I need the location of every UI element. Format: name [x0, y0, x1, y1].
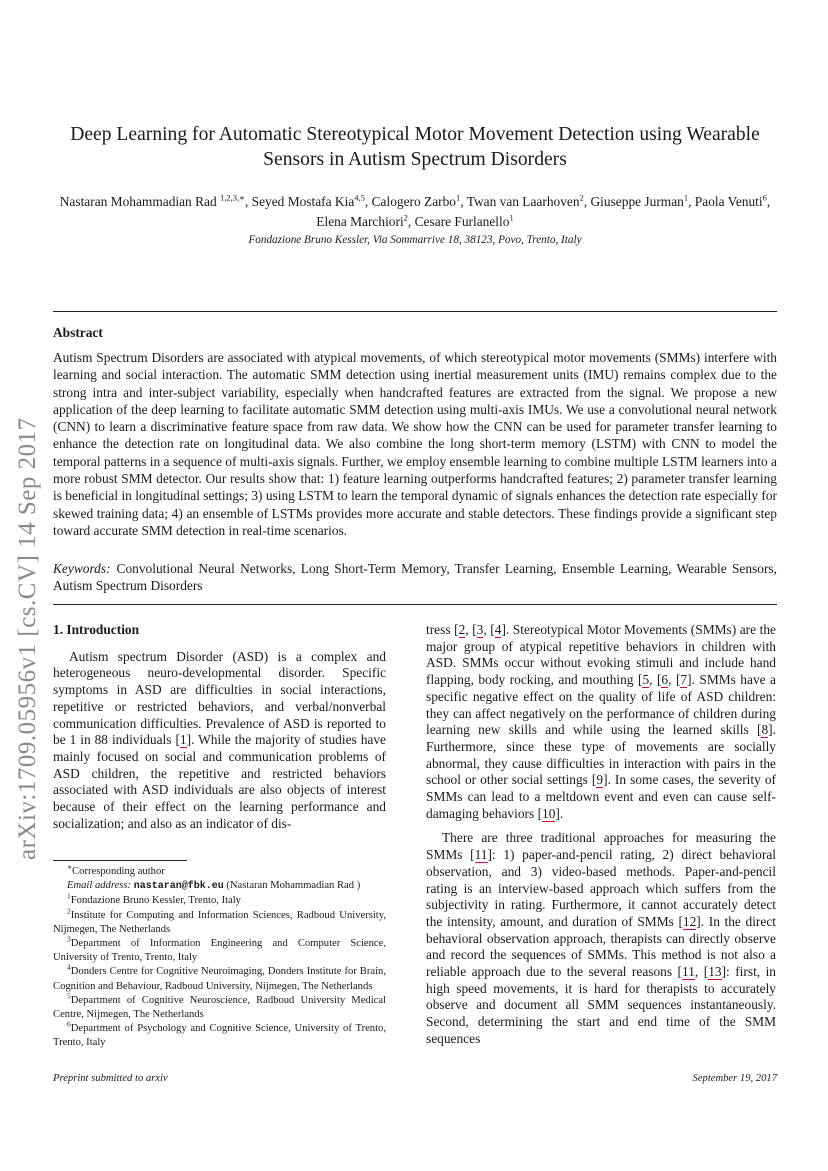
footnote-6: $^6$Department of Psychology and Cognitive Science, University of Trento, Trento, Italy — [53, 1019, 386, 1049]
abstract-text: Autism Spectrum Disorders are associated with atypical movements, of which stereotypical motor movements (SMMs) interfere with learning and social interaction. The automatic SMM detection using inertial measurement units (IMU) remains complex due to the strong intra and inter-subject variability, especially when handcrafted features are extracted from the signal. We propose a new application of the deep learning to facilitate automatic SMM detection using multi-axis IMUs. We use a convolutional neural network (CNN) to learn a discriminative feature space from raw data. We show how the CNN can be used for parameter transfer learning to enhance the detection rate on longitudinal data. We also combine the long short-term memory (LSTM) with CNN to model the temporal patterns in a sequence of multi-axis signals. Further, we employ ensemble learning to combine multiple LSTM learners into a more robust SMM detector. Our results show that: 1) feature learning outperforms handcrafted features; 2) parameter transfer learning is beneficial in longitudinal settings; 3) using LSTM to learn the temporal dynamic of signals enhances the detection rate especially for skewed training data; 4) an ensemble of LSTMs provides more accurate and stable detectors. These findings provide a significant step toward accurate SMM detection in real-time scenarios. — [53, 350, 777, 538]
footnote-corresponding: ∗Corresponding author — [67, 862, 165, 877]
intro-paragraph-1-continued: tress [2, [3, [4]. Stereotypical Motor Movements (SMMs) are the major group of atypical repetitive behaviors in children with ASD. SMMs occur without evoking stimuli and include hand flapping, body rocking, and mouthing [5, [6, [7]. SMMs have a specific negative effect on the quality of life of ASD children: they can affect negatively on the performance of children during learning new skills and while using the learned skills [8]. Furthermore, since these type of movements are socially abnormal, they cause difficulties in interaction with pairs in the school or other social settings [9]. In some cases, the severity of SMMs can lead to a meltdown event and even can cause self-damaging behaviors [10]. — [426, 622, 776, 821]
intro-paragraph-2: There are three traditional approaches for measuring the SMMs [11]: 1) paper-and-pencil rating, 2) direct behavioral observation, and 3) video-based methods. Paper-and-pencil rating is an interview-based approach which suffers from the subjectivity in rating. Furthermore, it cannot accurately detect the intensity, amount, and duration of SMMs [12]. In the direct behavioral observation approach, therapists can directly observe and record the sequences of SMMs. This method is not also a reliable approach due to the several reasons [11, [13]: first, in high speed movements, it is hard for therapists to accurately observe and document all SMM sequences instantaneously. Second, determining the start and end time of the SMM sequences — [426, 830, 776, 1046]
abstract-bottom-rule — [53, 604, 777, 605]
footnote-2: $^2$Institute for Computing and Information Sciences, Radboud University, Nijmegen, The Netherlands — [53, 906, 386, 935]
affiliation: Fondazione Bruno Kessler, Via Sommarrive 18, 38123, Povo, Trento, Italy — [248, 234, 582, 246]
footer-date: September 19, 2017 — [692, 1073, 777, 1084]
section-heading-introduction: 1. Introduction — [53, 622, 140, 637]
citation-link[interactable]: 2 — [458, 622, 466, 637]
author-name: , Seyed Mostafa Kia — [244, 194, 355, 209]
author-list — [54, 192, 776, 232]
author-name: Nastaran Mohammadian Rad — [59, 194, 221, 209]
text-run: There are three traditional approaches for measuring the SMMs — [426, 830, 776, 863]
author-affiliation-mark: 2 — [579, 192, 584, 203]
author-affiliation-mark: 2 — [403, 212, 408, 223]
text-run: . Stereotypical Motor Movements (SMMs) are the major group of atypical repetitive behaviors in children with ASD. SMMs occur without evoking stimuli and include hand flapping, body rocking, and mouthing — [426, 622, 776, 688]
author-name: , Giuseppe Jurman — [583, 194, 684, 209]
text-run: , — [483, 622, 491, 637]
author-name: , Elena Marchiori — [316, 194, 771, 229]
email-link[interactable]: nastaran@fbk.eu — [133, 881, 224, 893]
footer-preprint-note: Preprint submitted to arxiv — [53, 1073, 168, 1084]
author-affiliation-mark: 1 — [509, 212, 514, 223]
author-name: , Calogero Zarbo — [364, 194, 457, 209]
citation-link[interactable]: 1 — [179, 732, 187, 748]
text-run: . In some cases, the severity of SMMs can lead to a meltdown event and even can cause self-damaging behaviors — [426, 772, 776, 821]
text-run: . Furthermore, since these type of movements are socially abnormal, they cause difficulties in interaction with pairs in the school or other social settings — [426, 722, 776, 788]
citation-link[interactable]: 8 — [761, 722, 769, 738]
footnote-4: $^4$Donders Centre for Cognitive Neuroimaging, Donders Institute for Brain, Cognition and Behaviour, Radboud University, Nijmegen, The Netherlands — [53, 962, 386, 992]
keywords-label: Keywords: — [53, 561, 111, 576]
footnote-list — [53, 891, 386, 1050]
text-run: . SMMs have a specific negative effect on the quality of life of ASD children: they can affect negatively on the performance of children during learning new skills and while using the learned skills — [426, 672, 776, 738]
author-name: , Twan van Laarhoven — [460, 194, 580, 209]
text-run: , — [694, 964, 704, 980]
keywords — [53, 560, 777, 595]
abstract-top-rule — [53, 311, 777, 312]
citation-link[interactable]: 13 — [708, 964, 722, 980]
citation-link[interactable]: 9 — [596, 772, 604, 788]
text-run: tress — [426, 622, 455, 637]
text-run: , — [668, 672, 676, 688]
intro-paragraph-1: Autism spectrum Disorder (ASD) is a complex and heterogeneous neuro-developmental disorder. Specific symptoms in ASD are difficulties in social interactions, repetitive or restricted behaviors, and verbal/nonverbal communication difficulties. Prevalence of ASD is reported to be 1 in 88 individuals [1]. While the majority of studies have mainly focused on social and communication problems of ASD children, the repetitive and restricted behaviors associated with ASD individuals are also objects of interest because of their effect on the learning performance and socialization; and also as an indicator of dis- — [53, 648, 386, 831]
right-column — [426, 622, 776, 1048]
text-run: : first, in high speed movements, it is hard for therapists to accurately observe and document all SMM sequences instantaneously. Second, determining the start and end time of the SMM sequences — [426, 964, 776, 1046]
text-run: Autism spectrum Disorder (ASD) is a complex and heterogeneous neuro-developmental disorder. Specific symptoms in ASD are difficulties in social interactions, repetitive or restricted behaviors, and verbal/nonverbal communication difficulties. Prevalence of ASD is reported to be 1 in 88 individuals — [53, 648, 386, 748]
citation-link[interactable]: 11 — [682, 964, 695, 980]
footnote-rule — [53, 860, 187, 861]
footnote-5: $^5$Department of Cognitive Neuroscience, Radboud University Medical Centre, Nijmegen, The Netherlands — [53, 991, 386, 1021]
footnote-1: $^1$Fondazione Bruno Kessler, Trento, Italy — [67, 891, 241, 907]
author-name: , Paola Venuti — [688, 194, 763, 209]
citation-link[interactable]: 3 — [476, 622, 484, 637]
citation-link[interactable]: 6 — [661, 672, 669, 688]
abstract-heading: Abstract — [53, 325, 103, 340]
footnote-email: Email address: nastaran@fbk.eu (Nastaran Mohammadian Rad ) — [67, 880, 361, 893]
text-run: . While the majority of studies have mainly focused on social and communication problems of ASD children, the repetitive and restricted behaviors associated with ASD individuals are also objects of interest because of their effect on the learning performance and socialization; and also as an indicator of dis- — [53, 732, 386, 831]
citation-link[interactable]: 11 — [474, 847, 488, 863]
footnote-3: $^3$Department of Information Engineering and Computer Science, University of Trento, Trento, Italy — [53, 934, 386, 964]
citation-link[interactable]: 7 — [680, 672, 688, 688]
author-affiliation-mark: 4,5 — [354, 192, 365, 203]
text-run: : 1) paper-and-pencil rating, 2) direct behavioral observation, and 3) video-based methods. Paper-and-pencil rating is an interview-based approach which suffers from the subjectivity in rating. Furthermore, it cannot accurately detect the intensity, amount, and duration of SMMs — [426, 847, 776, 929]
citation-link[interactable]: 5 — [642, 672, 650, 688]
footnotes — [53, 860, 386, 1051]
paper-title: Deep Learning for Automatic Stereotypical Motor Movement Detection using Wearable Sensors in Autism Spectrum Disorders — [70, 124, 760, 170]
text-run: . In the direct behavioral observation approach, therapists can directly observe and record the sequences of SMMs. This method is not also a reliable approach due to the several reasons — [426, 913, 776, 980]
citation-link[interactable]: 10 — [542, 805, 556, 821]
text-run: . — [559, 805, 564, 821]
author-affiliation-mark: 1 — [683, 192, 689, 203]
left-column — [53, 622, 386, 832]
citation-link[interactable]: 4 — [494, 622, 502, 637]
citation-link[interactable]: 12 — [682, 913, 697, 929]
author-affiliation-mark: 6 — [762, 192, 767, 203]
arxiv-identifier-stamp: arXiv:1709.05956v1 [cs.CV] 14 Sep 2017 — [14, 417, 41, 860]
author-affiliation-mark: 1,2,3,∗ — [220, 192, 245, 203]
text-run: , — [649, 672, 657, 688]
author-affiliation-mark: 1 — [456, 192, 461, 203]
author-name: , Cesare Furlanello — [407, 214, 510, 229]
keywords-text: Convolutional Neural Networks, Long Short-Term Memory, Transfer Learning, Ensemble Learning, Wearable Sensors, Autism Spectrum Disorders — [53, 561, 777, 594]
text-run: , — [465, 622, 473, 637]
